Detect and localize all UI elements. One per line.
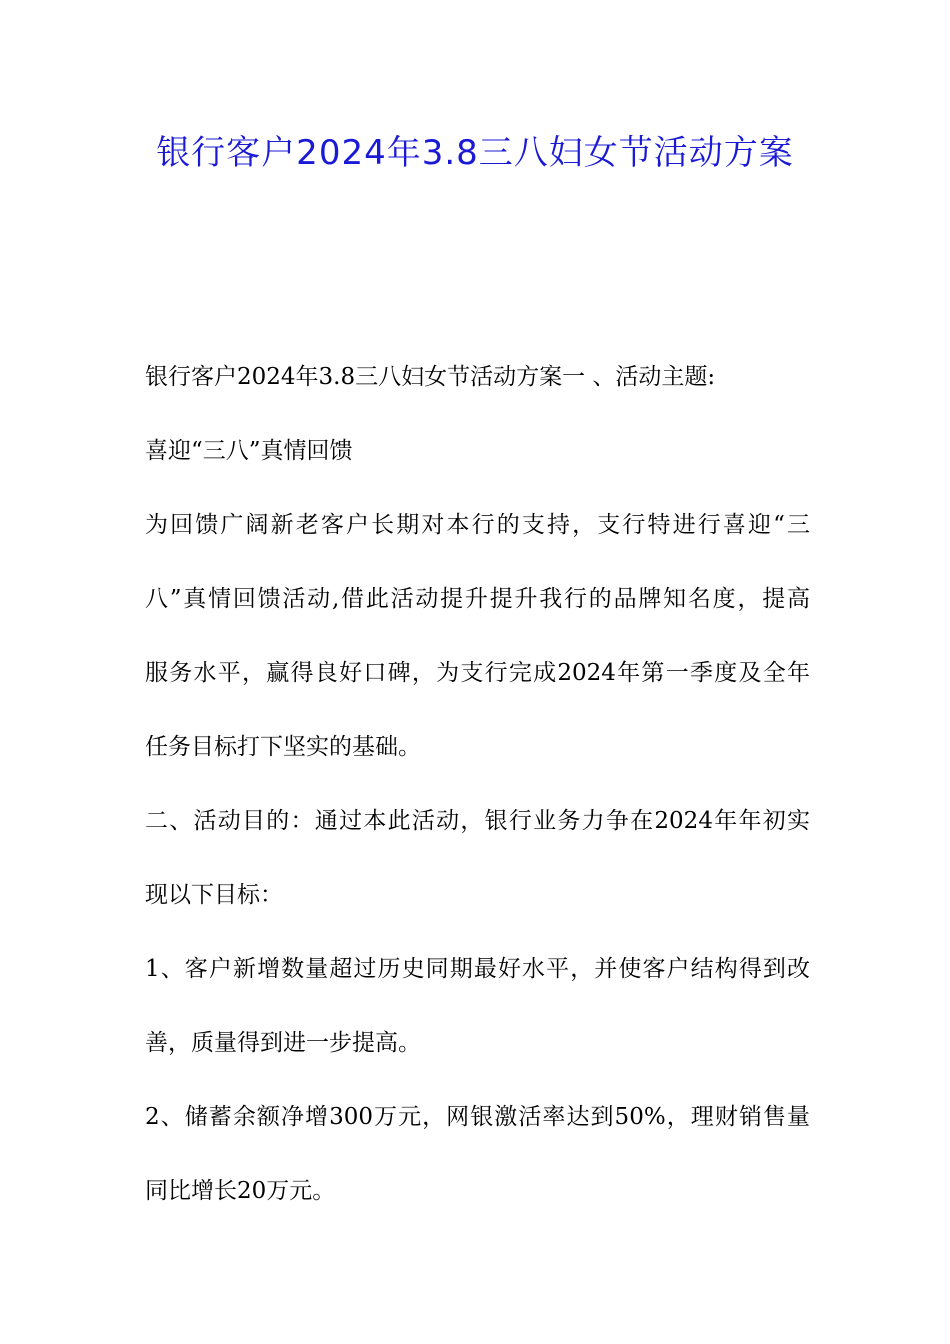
paragraph-line-2: 喜迎“三八”真情回馈 xyxy=(145,438,353,464)
paragraph-line-9: 1、客户新增数量超过历史同期最好水平，并使客户结构得到改 xyxy=(145,956,810,982)
paragraph-line-3: 为回馈广阔新老客户长期对本行的支持，支行特进行喜迎“三 xyxy=(145,512,810,538)
paragraph-line-5: 服务水平，赢得良好口碑，为支行完成2024年第一季度及全年 xyxy=(145,660,810,686)
paragraph-line-10: 善，质量得到进一步提高。 xyxy=(145,1030,421,1056)
paragraph-line-1: 银行客户2024年3.8三八妇女节活动方案一 、活动主题: xyxy=(145,364,716,390)
paragraph-line-11: 2、储蓄余额净增300万元，网银激活率达到50%，理财销售量 xyxy=(145,1104,810,1130)
paragraph-line-4: 八”真情回馈活动,借此活动提升提升我行的品牌知名度，提高 xyxy=(145,586,810,612)
paragraph-line-12: 同比增长20万元。 xyxy=(145,1178,336,1204)
document-title: 银行客户2024年3.8三八妇女节活动方案 xyxy=(156,133,794,173)
paragraph-line-8: 现以下目标： xyxy=(145,882,283,908)
paragraph-line-7: 二、活动目的：通过本此活动，银行业务力争在2024年年初实 xyxy=(145,808,810,834)
paragraph-line-6: 任务目标打下坚实的基础。 xyxy=(145,734,421,760)
document-body xyxy=(145,340,810,1228)
